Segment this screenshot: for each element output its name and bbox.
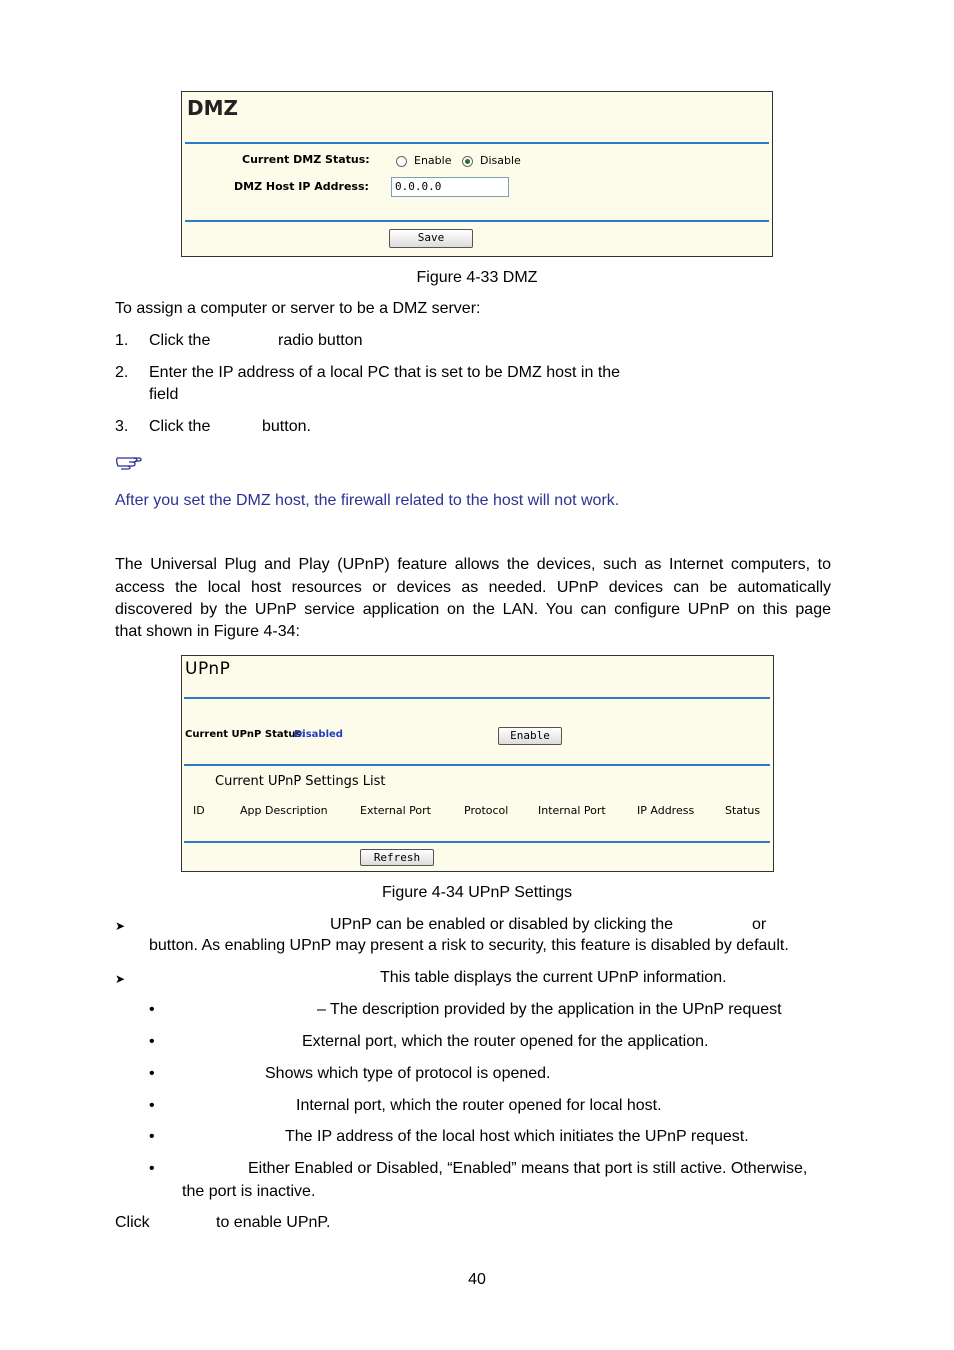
dmz-title: DMZ xyxy=(187,96,239,120)
column-internal-port: Internal Port xyxy=(538,804,606,817)
upnp-status-value: Disabled xyxy=(294,729,343,740)
dmz-enable-label: Enable xyxy=(414,154,452,167)
step3-text-b: button. xyxy=(262,418,311,435)
upnp-title: UPnP xyxy=(185,659,231,679)
dot-bullet-icon: • xyxy=(149,1065,155,1082)
dmz-caption: Figure 4-33 DMZ xyxy=(416,269,538,286)
dmz-enable-radio[interactable] xyxy=(396,156,407,167)
dot-bullet-icon: • xyxy=(149,1128,155,1145)
upnp-bottom-rule xyxy=(184,841,770,843)
dot-bullet-icon: • xyxy=(149,1001,155,1018)
step3-number: 3. xyxy=(115,418,129,435)
pointing-hand-icon xyxy=(115,452,143,470)
upnp-intro-line3: discovered by the UPnP service application on the LAN. You can configure UPnP on this page xyxy=(115,601,831,618)
enable-button[interactable]: Enable xyxy=(498,727,562,745)
save-button[interactable]: Save xyxy=(389,229,473,248)
step1-number: 1. xyxy=(115,332,129,349)
sub6-text-a: Either Enabled or Disabled, “Enabled” means that port is still active. Otherwise, xyxy=(248,1160,808,1177)
dmz-intro: To assign a computer or server to be a DMZ server: xyxy=(115,300,481,317)
upnp-list-title: Current UPnP Settings List xyxy=(215,774,386,789)
click-text-b: to enable UPnP. xyxy=(216,1214,331,1231)
step2-text-a: Enter the IP address of a local PC that is set to be DMZ host in the xyxy=(149,364,621,381)
step1-text-b: radio button xyxy=(278,332,363,349)
note-text: After you set the DMZ host, the firewall related to the host will not work. xyxy=(115,492,620,509)
sub6-text-b: the port is inactive. xyxy=(182,1183,316,1200)
dmz-bottom-rule xyxy=(185,220,769,222)
refresh-button[interactable]: Refresh xyxy=(360,849,434,866)
item1-text-c: button. As enabling UPnP may present a risk to security, this feature is disabled by default. xyxy=(149,937,789,954)
column-protocol: Protocol xyxy=(464,804,509,817)
dot-bullet-icon: • xyxy=(149,1097,155,1114)
item1-text-a: UPnP can be enabled or disabled by clicking the xyxy=(330,916,674,933)
dmz-panel xyxy=(181,91,773,257)
step2-number: 2. xyxy=(115,364,129,381)
item1-text-b: or xyxy=(752,916,767,933)
dmz-disable-label: Disable xyxy=(480,154,521,167)
arrow-bullet-icon: ➤ xyxy=(115,972,126,986)
sub5-text: The IP address of the local host which initiates the UPnP request. xyxy=(285,1128,749,1145)
upnp-intro-line4: that shown in Figure 4-34: xyxy=(115,623,300,640)
upnp-mid-rule xyxy=(184,764,770,766)
upnp-intro-line1: The Universal Plug and Play (UPnP) feature allows the devices, such as Internet computers, to xyxy=(115,556,831,573)
sub4-text: Internal port, which the router opened for local host. xyxy=(296,1097,662,1114)
upnp-panel xyxy=(181,655,774,872)
dot-bullet-icon: • xyxy=(149,1033,155,1050)
dmz-top-rule xyxy=(185,142,769,144)
column-status: Status xyxy=(725,804,761,817)
sub2-text: External port, which the router opened for the application. xyxy=(302,1033,709,1050)
step1-text-a: Click the xyxy=(149,332,211,349)
arrow-bullet-icon: ➤ xyxy=(115,919,126,933)
dmz-disable-radio[interactable] xyxy=(462,156,473,167)
sub3-text: Shows which type of protocol is opened. xyxy=(265,1065,551,1082)
dot-bullet-icon: • xyxy=(149,1160,155,1177)
dmz-status-label: Current DMZ Status: xyxy=(242,153,370,166)
upnp-status-label: Current UPnP Status: xyxy=(185,729,306,740)
upnp-top-rule xyxy=(184,697,770,699)
dmz-host-ip-label: DMZ Host IP Address: xyxy=(234,180,369,193)
upnp-caption: Figure 4-34 UPnP Settings xyxy=(381,884,573,901)
click-text-a: Click xyxy=(115,1214,150,1231)
page-number: 40 xyxy=(468,1271,486,1288)
column-app-description: App Description xyxy=(240,804,328,817)
column-external-port: External Port xyxy=(360,804,431,817)
column-id: ID xyxy=(193,804,205,817)
item2-text: This table displays the current UPnP information. xyxy=(380,969,727,986)
dmz-host-ip-input[interactable]: 0.0.0.0 xyxy=(391,177,509,197)
sub1-text: – The description provided by the application in the UPnP request xyxy=(317,1001,782,1018)
upnp-intro-line2: access the local host resources or devices as needed. UPnP devices can be automatically xyxy=(115,579,831,596)
step2-text-b: field xyxy=(149,386,179,403)
step3-text-a: Click the xyxy=(149,418,211,435)
column-ip-address: IP Address xyxy=(637,804,695,817)
